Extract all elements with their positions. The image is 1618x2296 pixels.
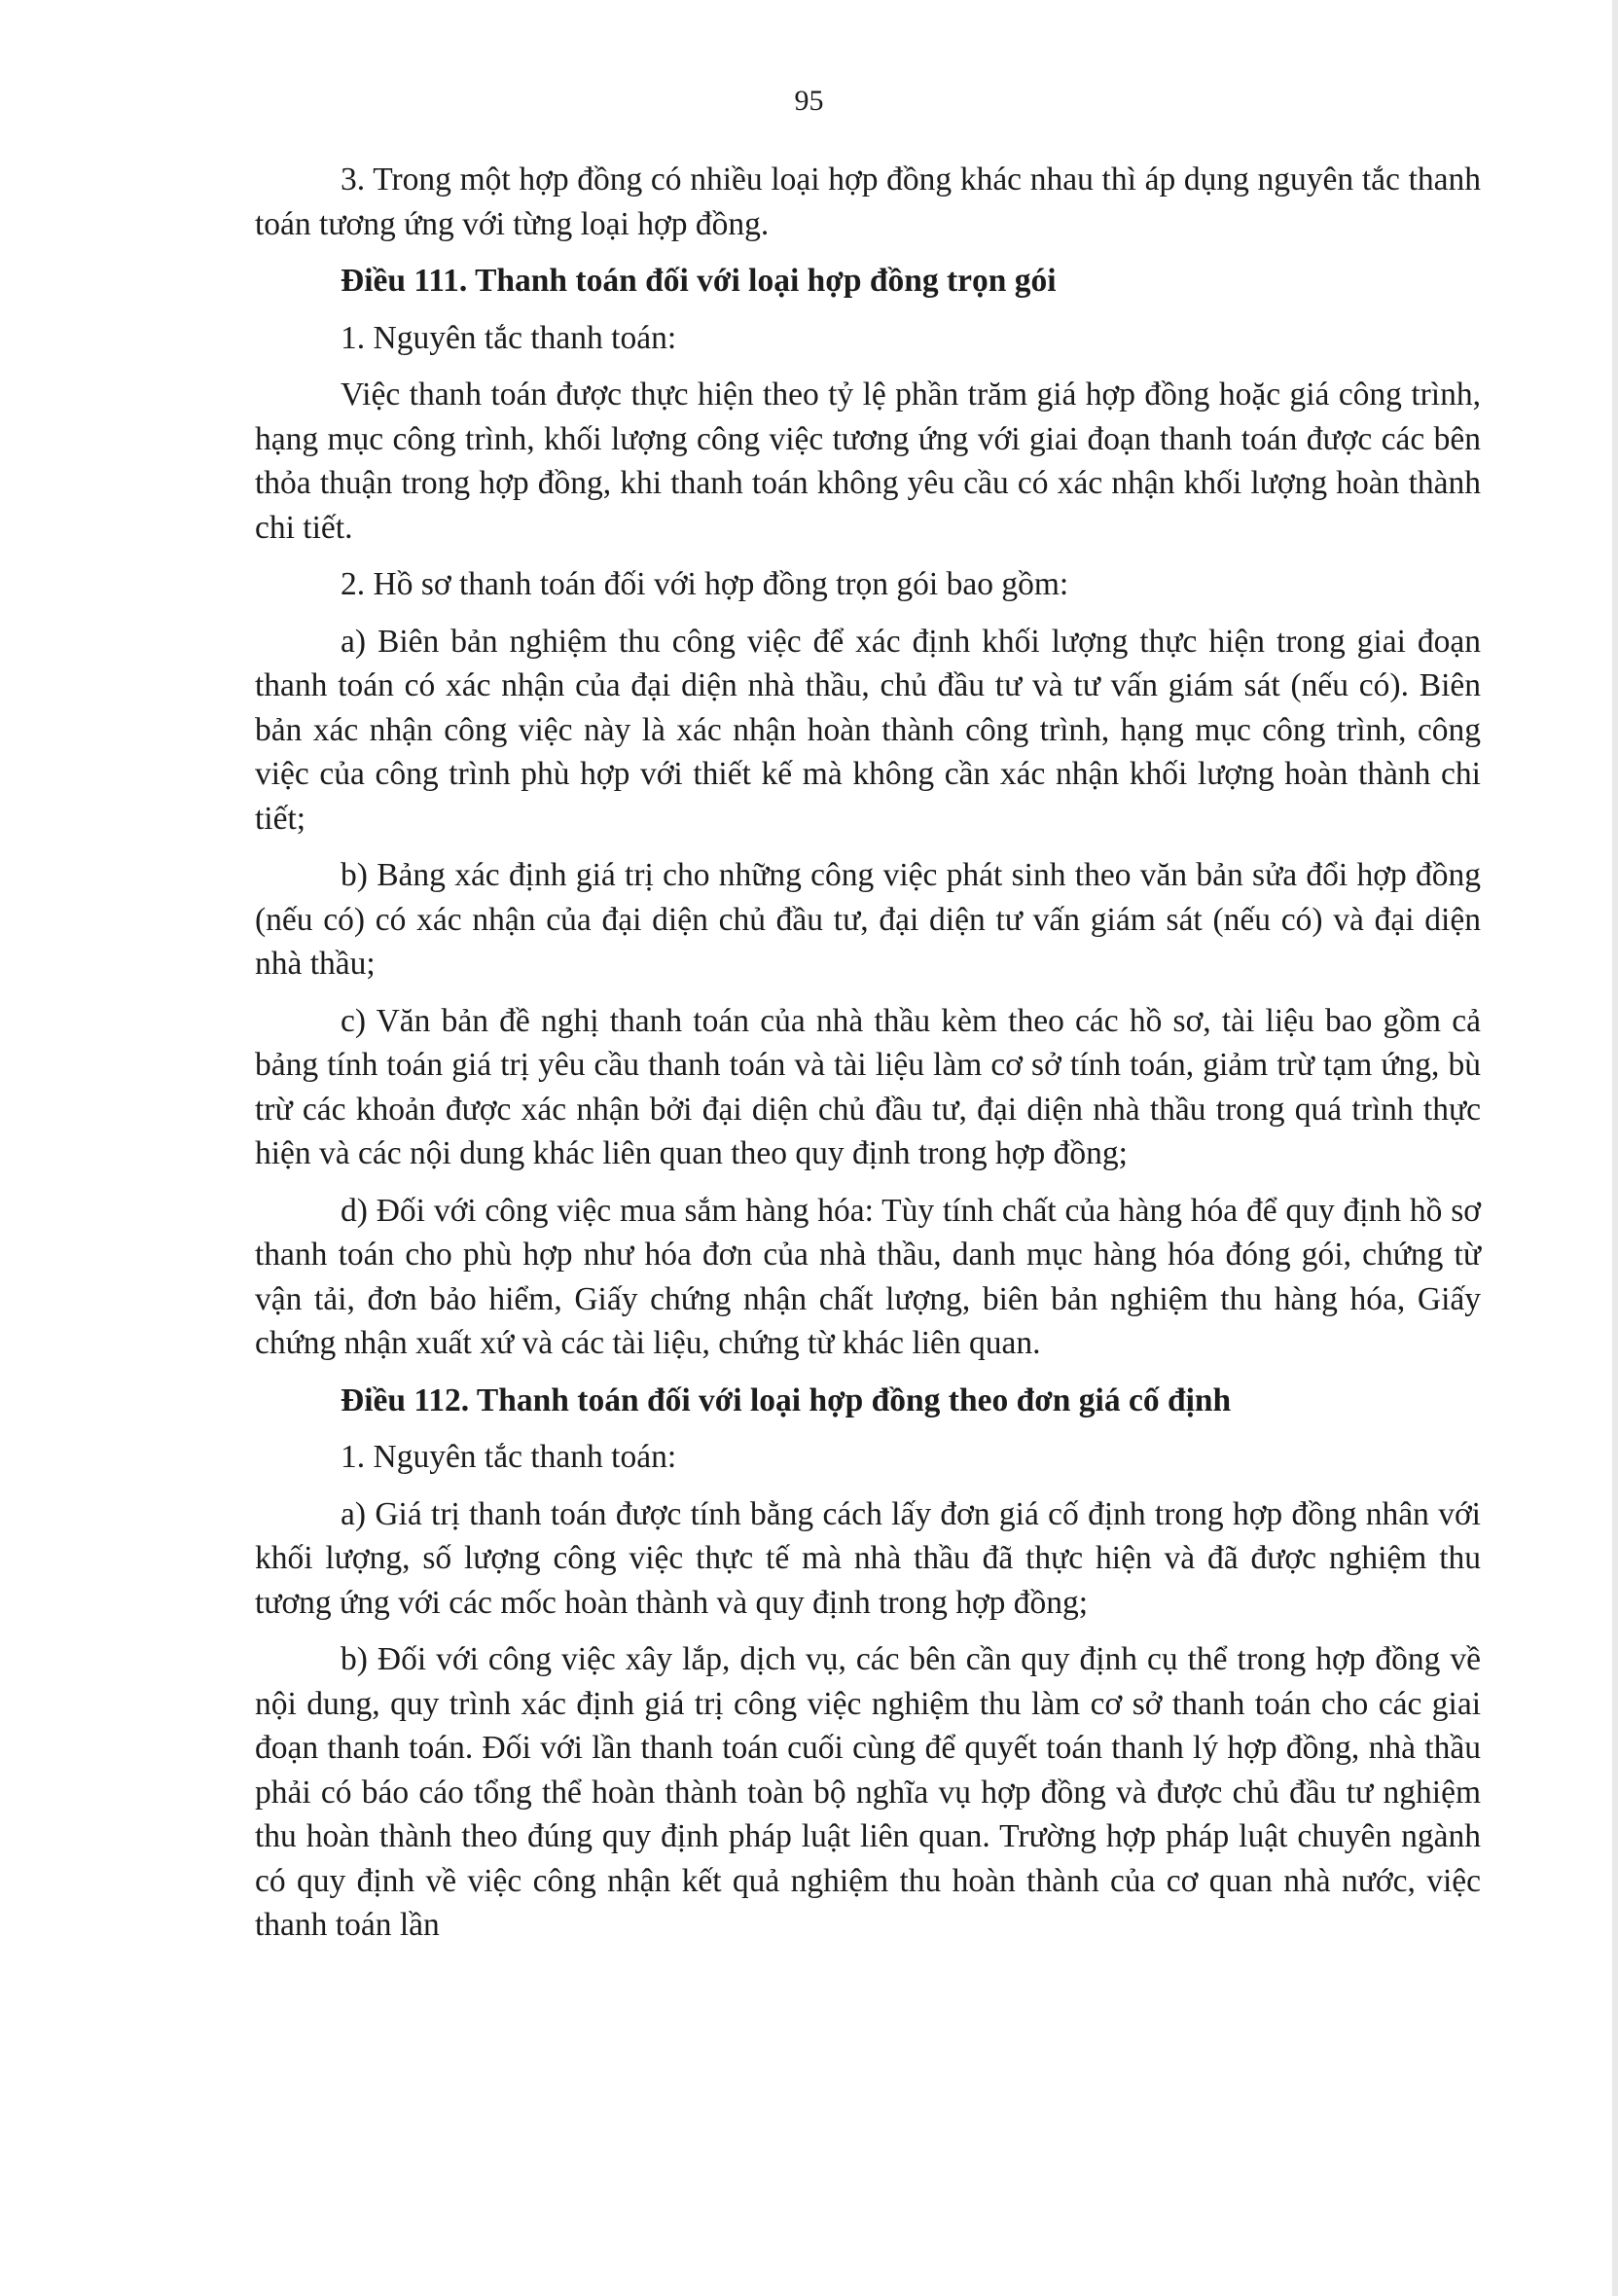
page-edge-shadow xyxy=(1612,0,1618,2296)
paragraph-principle-heading-112: 1. Nguyên tắc thanh toán: xyxy=(341,1439,677,1475)
paragraph-item-d: d) Đối với công việc mua sắm hàng hóa: Tùy tính chất của hàng hóa để quy định hồ sơ thanh toán cho phù hợp như hóa đơn của nhà thầu, danh mục hàng hóa đóng gói, chứng từ vận tải, đơn bảo hiểm, Giấy chứng nhận chất lượng, biên bản nghiệm thu hàng hóa, Giấy chứng nhận xuất xứ và các tài liệu, chứng từ khác liên quan. xyxy=(255,1192,1481,1361)
paragraph-112-item-a: a) Giá trị thanh toán được tính bằng cách lấy đơn giá cố định trong hợp đồng nhân với khối lượng, số lượng công việc thực tế mà nhà thầu đã thực hiện và đã được nghiệm thu tương ứng với các mốc hoàn thành và quy định trong hợp đồng; xyxy=(255,1495,1481,1621)
paragraph-item-b: b) Bảng xác định giá trị cho những công việc phát sinh theo văn bản sửa đổi hợp đồng (nếu có) có xác nhận của đại diện chủ đầu tư, đại diện tư vấn giám sát (nếu có) và đại diện nhà thầu; xyxy=(255,857,1481,982)
article-111-heading: Điều 111. Thanh toán đối với loại hợp đồng trọn gói xyxy=(341,263,1057,299)
paragraph-clause-3: 3. Trong một hợp đồng có nhiều loại hợp đồng khác nhau thì áp dụng nguyên tắc thanh toán tương ứng với từng loại hợp đồng. xyxy=(255,161,1481,242)
page-number: 95 xyxy=(794,85,824,117)
paragraph-principle-text: Việc thanh toán được thực hiện theo tỷ lệ phần trăm giá hợp đồng hoặc giá công trình, hạng mục công trình, khối lượng công việc tương ứng với giai đoạn thanh toán được các bên thỏa thuận trong hợp đồng, khi thanh toán không yêu cầu có xác nhận khối lượng hoàn thành chi tiết. xyxy=(255,377,1481,546)
article-112-heading: Điều 112. Thanh toán đối với loại hợp đồng theo đơn giá cố định xyxy=(341,1381,1232,1418)
document-body xyxy=(255,158,1481,1960)
paragraph-112-item-b: b) Đối với công việc xây lắp, dịch vụ, các bên cần quy định cụ thể trong hợp đồng về nội dung, quy trình xác định giá trị công việc nghiệm thu làm cơ sở thanh toán cho các giai đoạn thanh toán. Đối với lần thanh toán cuối cùng để quyết toán thanh lý hợp đồng, nhà thầu phải có báo cáo tổng thể hoàn thành toàn bộ nghĩa vụ hợp đồng và được chủ đầu tư nghiệm thu hoàn thành theo đúng quy định pháp luật liên quan. Trường hợp pháp luật chuyên ngành có quy định về việc công nhận kết quả nghiệm thu hoàn thành của cơ quan nhà nước, việc thanh toán lần xyxy=(255,1641,1481,1943)
paragraph-dossier-heading: 2. Hồ sơ thanh toán đối với hợp đồng trọn gói bao gồm: xyxy=(341,566,1069,602)
paragraph-item-a: a) Biên bản nghiệm thu công việc để xác định khối lượng thực hiện trong giai đoạn thanh toán có xác nhận của đại diện nhà thầu, chủ đầu tư và tư vấn giám sát (nếu có). Biên bản xác nhận công việc này là xác nhận hoàn thành công trình, hạng mục công trình, công việc của công trình phù hợp với thiết kế mà không cần xác nhận khối lượng hoàn thành chi tiết; xyxy=(255,623,1481,837)
paragraph-item-c: c) Văn bản đề nghị thanh toán của nhà thầu kèm theo các hồ sơ, tài liệu bao gồm cả bảng tính toán giá trị yêu cầu thanh toán và tài liệu làm cơ sở tính toán, giảm trừ tạm ứng, bù trừ các khoản được xác nhận bởi đại diện chủ đầu tư, đại diện nhà thầu trong quá trình thực hiện và các nội dung khác liên quan theo quy định trong hợp đồng; xyxy=(255,1002,1481,1171)
paragraph-principle-heading: 1. Nguyên tắc thanh toán: xyxy=(341,319,677,356)
